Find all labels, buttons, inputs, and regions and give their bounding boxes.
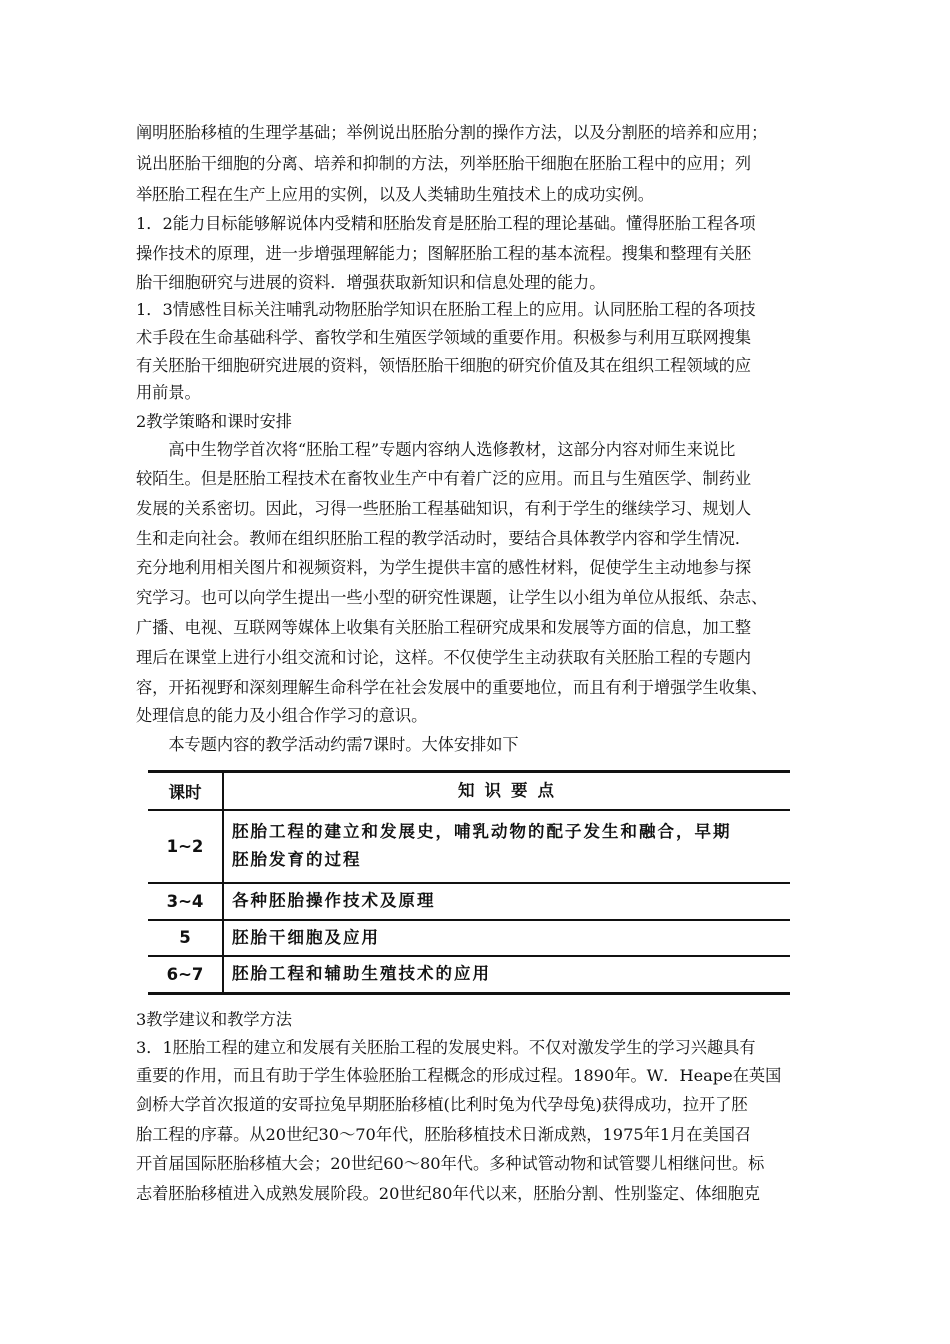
section-heading: 2教学策略和课时安排 (136, 412, 292, 431)
text-line: 处理信息的能力及小组合作学习的意识。 (136, 706, 428, 725)
text-line: 较陌生。但是胚胎工程技术在畜牧业生产中有着广泛的应用。而且与生殖医学、制药业 (136, 469, 752, 488)
points-line: 各种胚胎操作技术及原理 (232, 891, 436, 910)
text-line: 1．3情感性目标关注哺乳动物胚胎学知识在胚胎工程上的应用。认同胚胎工程的各项技 (136, 300, 756, 319)
points-line: 胚胎工程的建立和发展史，哺乳动物的配子发生和融合，早期 (232, 822, 732, 841)
table-header-row (148, 772, 790, 810)
period-cell: 5 (148, 920, 223, 956)
header-period: 课时 (148, 772, 223, 810)
text-line: 胎工程的序幕。从20世纪30～70年代，胚胎移植技术日渐成熟，1975年1月在美国召 (136, 1125, 752, 1144)
period-cell: 1~2 (148, 810, 223, 883)
points-cell (223, 810, 790, 883)
table-row (148, 810, 790, 883)
section-heading: 3教学建议和教学方法 (136, 1010, 292, 1029)
text-line: 说出胚胎干细胞的分离、培养和抑制的方法，列举胚胎干细胞在胚胎工程中的应用；列 (136, 154, 752, 173)
text-line: 容，开拓视野和深刻理解生命科学在社会发展中的重要地位，而且有利于增强学生收集、 (136, 678, 768, 697)
text-line: 志着胚胎移植进入成熟发展阶段。20世纪80年代以来，胚胎分割、性别鉴定、体细胞克 (136, 1184, 760, 1203)
points-line: 胚胎发育的过程 (232, 850, 362, 869)
text-line: 重要的作用，而且有助于学生体验胚胎工程概念的形成过程。1890年。W．Heape在英国 (136, 1066, 782, 1085)
table-row (148, 920, 790, 956)
points-line: 胚胎工程和辅助生殖技术的应用 (232, 964, 491, 984)
text-line: 理后在课堂上进行小组交流和讨论，这样。不仅使学生主动获取有关胚胎工程的专题内 (136, 648, 752, 667)
text-line: 究学习。也可以向学生提出一些小型的研究性课题，让学生以小组为单位从报纸、杂志、 (136, 588, 768, 607)
text-line: 发展的关系密切。因此，习得一些胚胎工程基础知识，有利于学生的继续学习、规划人 (136, 499, 752, 518)
text-line: 广播、电视、互联网等媒体上收集有关胚胎工程研究成果和发展等方面的信息，加工整 (136, 618, 752, 637)
text-line: 有关胚胎干细胞研究进展的资料，领悟胚胎干细胞的研究价值及其在组织工程领域的应 (136, 356, 752, 375)
text-line: 开首届国际胚胎移植大会；20世纪60～80年代。多种试管动物和试管婴儿相继问世。标 (136, 1154, 765, 1173)
lesson-schedule-table (148, 770, 790, 995)
text-line: 3．1胚胎工程的建立和发展有关胚胎工程的发展史料。不仅对激发学生的学习兴趣具有 (136, 1038, 756, 1057)
points-cell (223, 920, 790, 956)
header-key-points: 知识要点 (458, 780, 564, 800)
text-line: 举胚胎工程在生产上应用的实例，以及人类辅助生殖技术上的成功实例。 (136, 185, 654, 204)
text-line: 胎干细胞研究与进展的资料．增强获取新知识和信息处理的能力。 (136, 273, 606, 292)
text-line: 充分地利用相关图片和视频资料，为学生提供丰富的感性材料，促使学生主动地参与探 (136, 558, 752, 577)
period-cell: 3~4 (148, 883, 223, 920)
text-line: 操作技术的原理，进一步增强理解能力；图解胚胎工程的基本流程。搜集和整理有关胚 (136, 244, 752, 263)
table-row (148, 956, 790, 994)
text-line: 本专题内容的教学活动约需7课时。大体安排如下 (136, 735, 519, 754)
table-row (148, 883, 790, 920)
text-line: 生和走向社会。教师在组织胚胎工程的教学活动时，要结合具体教学内容和学生情况． (136, 529, 752, 548)
points-line: 胚胎干细胞及应用 (232, 927, 380, 947)
period-cell: 6~7 (148, 956, 223, 994)
points-cell (223, 883, 790, 920)
points-cell (223, 956, 790, 994)
text-line: 术手段在生命基础科学、畜牧学和生殖医学领域的重要作用。积极参与利用互联网搜集 (136, 328, 752, 347)
text-line: 用前景。 (136, 383, 201, 402)
text-line: 剑桥大学首次报道的安哥拉兔早期胚胎移植(比利时兔为代孕母兔)获得成功，拉开了胚 (136, 1095, 748, 1114)
text-line: 1．2能力目标能够解说体内受精和胚胎发育是胚胎工程的理论基础。懂得胚胎工程各项 (136, 214, 756, 233)
text-line: 阐明胚胎移植的生理学基础；举例说出胚胎分割的操作方法，以及分割胚的培养和应用； (136, 123, 768, 142)
text-line: 高中生物学首次将“胚胎工程”专题内容纳人选修教材，这部分内容对师生来说比 (136, 440, 736, 459)
